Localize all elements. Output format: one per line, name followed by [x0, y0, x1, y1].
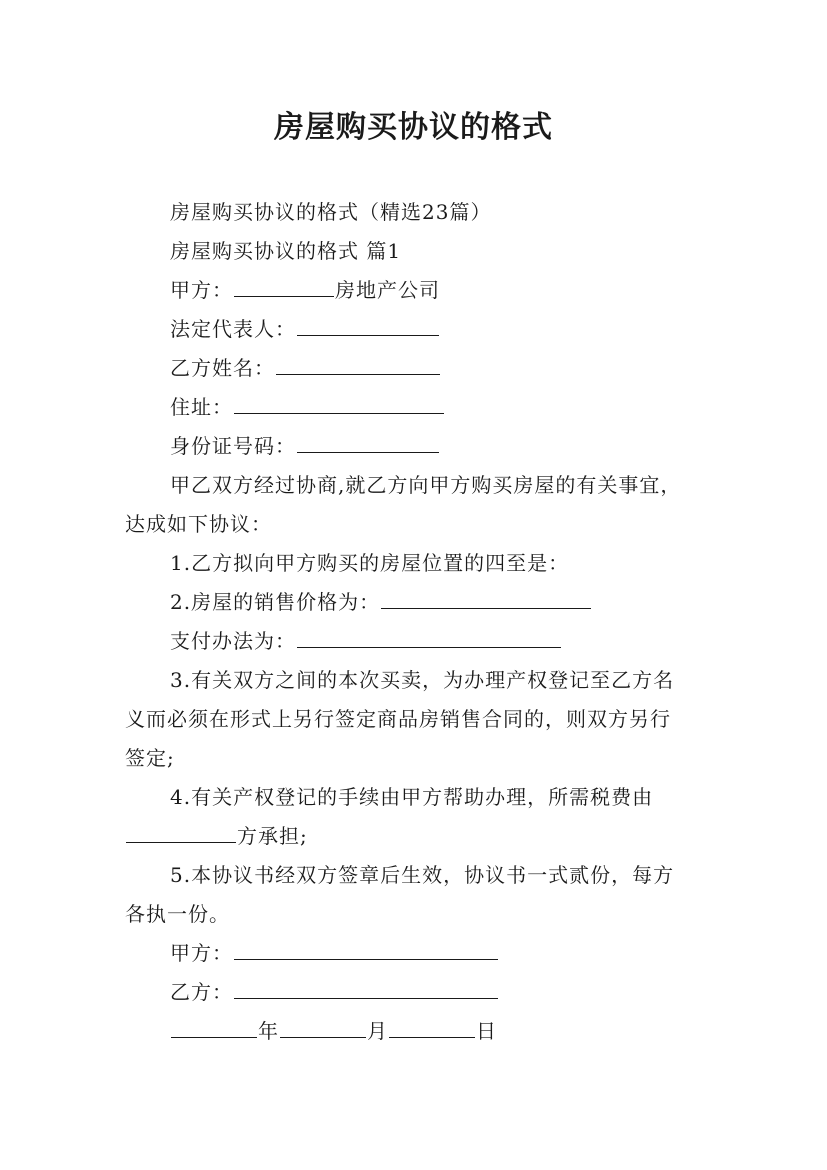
item-3-line-1: 3.有关双方之间的本次买卖，为办理产权登记至乙方名	[170, 668, 675, 692]
party-a-suffix: 房地产公司	[335, 278, 440, 302]
item-5-line-1: 5.本协议书经双方签章后生效，协议书一式贰份，每方	[170, 863, 675, 887]
party-a-line	[170, 276, 440, 304]
day-label: 日	[476, 1019, 497, 1043]
tax-payer-blank[interactable]	[126, 822, 236, 843]
document-title: 房屋购买协议的格式	[274, 110, 553, 145]
year-blank[interactable]	[171, 1017, 257, 1038]
item-2-line	[170, 588, 592, 616]
sign-b-label: 乙方：	[170, 980, 233, 1004]
price-blank[interactable]	[381, 588, 591, 609]
sign-b-blank[interactable]	[234, 978, 498, 999]
party-b-name-blank[interactable]	[276, 354, 440, 375]
item-4-line-1: 4.有关产权登记的手续由甲方帮助办理，所需税费由	[170, 785, 654, 809]
item-5-line-2: 各执一份。	[125, 902, 230, 926]
item-2-label: 2.房屋的销售价格为：	[170, 590, 381, 614]
month-label: 月	[367, 1019, 388, 1043]
party-b-name-label: 乙方姓名：	[170, 356, 275, 380]
legal-rep-line	[170, 315, 440, 343]
subtitle: 房屋购买协议的格式（精选23篇）	[170, 200, 492, 224]
item-3-line-2: 义而必须在形式上另行签定商品房销售合同的，则双方另行	[125, 707, 671, 731]
sign-b-line	[170, 978, 499, 1006]
date-line	[170, 1017, 497, 1045]
item-1: 1.乙方拟向甲方购买的房屋位置的四至是：	[170, 551, 570, 575]
sign-a-line	[170, 939, 499, 967]
month-blank[interactable]	[280, 1017, 366, 1038]
item-3-line-3: 签定;	[125, 746, 175, 770]
address-blank[interactable]	[234, 393, 444, 414]
party-a-blank[interactable]	[234, 276, 334, 297]
id-line	[170, 432, 440, 460]
day-blank[interactable]	[389, 1017, 475, 1038]
party-b-name-line	[170, 354, 441, 382]
intro-line-2: 达成如下协议：	[125, 512, 272, 536]
payment-blank[interactable]	[297, 627, 561, 648]
address-line	[170, 393, 445, 421]
sign-a-label: 甲方：	[170, 941, 233, 965]
item-4-suffix: 方承担;	[237, 824, 308, 848]
payment-label: 支付办法为：	[170, 629, 296, 653]
intro-line-1: 甲乙双方经过协商,就乙方向甲方购买房屋的有关事宜，	[170, 473, 682, 497]
legal-rep-label: 法定代表人：	[170, 317, 296, 341]
payment-line	[170, 627, 562, 655]
address-label: 住址：	[170, 395, 233, 419]
item-4-line-2	[125, 822, 308, 850]
id-blank[interactable]	[297, 432, 439, 453]
legal-rep-blank[interactable]	[297, 315, 439, 336]
sign-a-blank[interactable]	[234, 939, 498, 960]
party-a-label: 甲方：	[170, 278, 233, 302]
section-heading: 房屋购买协议的格式 篇1	[170, 239, 402, 263]
id-label: 身份证号码：	[170, 434, 296, 458]
year-label: 年	[258, 1019, 279, 1043]
